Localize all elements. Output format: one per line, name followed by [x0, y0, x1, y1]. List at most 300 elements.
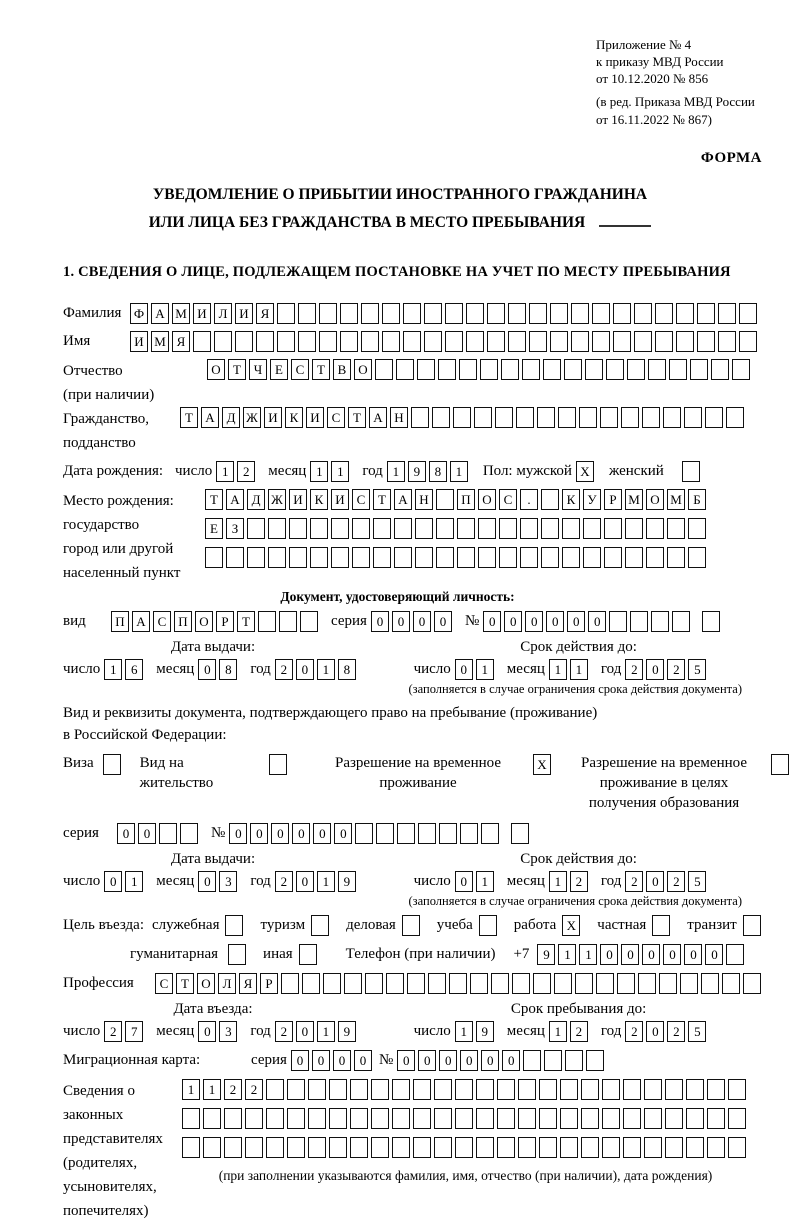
char-cell[interactable]: 0: [460, 1050, 478, 1071]
char-cell[interactable]: Н: [415, 489, 433, 510]
char-cell[interactable]: 1: [317, 871, 335, 892]
char-cell[interactable]: 0: [504, 611, 522, 632]
char-cell[interactable]: [541, 489, 559, 510]
char-cell[interactable]: О: [195, 611, 213, 632]
temp-residence-checkbox[interactable]: [533, 754, 554, 775]
char-cell[interactable]: [298, 331, 316, 352]
char-cell[interactable]: 0: [546, 611, 564, 632]
char-cell[interactable]: [609, 611, 627, 632]
char-cell[interactable]: [245, 1137, 263, 1158]
char-cell[interactable]: [434, 1108, 452, 1129]
char-cell[interactable]: 1: [182, 1079, 200, 1100]
char-cell[interactable]: [655, 303, 673, 324]
char-cell[interactable]: [266, 1079, 284, 1100]
char-cell[interactable]: [508, 331, 526, 352]
char-cell[interactable]: [247, 518, 265, 539]
stay-month-cells[interactable]: [549, 1021, 591, 1042]
char-cell[interactable]: [728, 1108, 746, 1129]
char-cell[interactable]: 0: [502, 1050, 520, 1071]
char-cell[interactable]: [455, 1108, 473, 1129]
birthplace-row-2[interactable]: [205, 518, 709, 539]
char-cell[interactable]: [308, 1079, 326, 1100]
char-cell[interactable]: [512, 973, 530, 994]
char-cell[interactable]: [728, 1137, 746, 1158]
char-cell[interactable]: [688, 518, 706, 539]
char-cell[interactable]: Д: [222, 407, 240, 428]
char-cell[interactable]: 1: [216, 461, 234, 482]
char-cell[interactable]: [382, 331, 400, 352]
char-cell[interactable]: Я: [172, 331, 190, 352]
mc-number-cells[interactable]: [397, 1050, 607, 1071]
char-cell[interactable]: [413, 1108, 431, 1129]
char-cell[interactable]: Т: [237, 611, 255, 632]
char-cell[interactable]: [371, 1137, 389, 1158]
char-cell[interactable]: [684, 407, 702, 428]
char-cell[interactable]: 2: [667, 659, 685, 680]
char-cell[interactable]: 0: [646, 871, 664, 892]
char-cell[interactable]: [487, 303, 505, 324]
char-cell[interactable]: 0: [455, 659, 473, 680]
char-cell[interactable]: [478, 547, 496, 568]
char-cell[interactable]: [602, 1079, 620, 1100]
char-cell[interactable]: [539, 1137, 557, 1158]
char-cell[interactable]: [445, 331, 463, 352]
char-cell[interactable]: 2: [237, 461, 255, 482]
char-cell[interactable]: 1: [549, 659, 567, 680]
char-cell[interactable]: [438, 359, 456, 380]
char-cell[interactable]: [277, 331, 295, 352]
char-cell[interactable]: [651, 611, 669, 632]
char-cell[interactable]: 2: [104, 1021, 122, 1042]
sex-female-checkbox[interactable]: [682, 461, 703, 482]
char-cell[interactable]: [564, 359, 582, 380]
char-cell[interactable]: [203, 1137, 221, 1158]
char-cell[interactable]: [602, 1137, 620, 1158]
char-cell[interactable]: [268, 518, 286, 539]
char-cell[interactable]: [680, 973, 698, 994]
char-cell[interactable]: [224, 1137, 242, 1158]
char-cell[interactable]: [623, 1137, 641, 1158]
char-cell[interactable]: [686, 1108, 704, 1129]
char-cell[interactable]: [331, 518, 349, 539]
char-cell[interactable]: 0: [621, 944, 639, 965]
char-cell[interactable]: [501, 359, 519, 380]
char-cell[interactable]: 0: [439, 1050, 457, 1071]
char-cell[interactable]: 2: [570, 1021, 588, 1042]
char-cell[interactable]: [310, 518, 328, 539]
char-cell[interactable]: [352, 518, 370, 539]
char-cell[interactable]: А: [226, 489, 244, 510]
char-cell[interactable]: [159, 823, 177, 844]
char-cell[interactable]: 0: [684, 944, 702, 965]
char-cell[interactable]: [529, 303, 547, 324]
char-cell[interactable]: 2: [625, 1021, 643, 1042]
purpose-private-checkbox[interactable]: [652, 915, 673, 936]
issue-day-cells[interactable]: [104, 659, 146, 680]
char-cell[interactable]: Ч: [249, 359, 267, 380]
char-cell[interactable]: [436, 547, 454, 568]
char-cell[interactable]: [676, 303, 694, 324]
char-cell[interactable]: [743, 973, 761, 994]
char-cell[interactable]: [617, 973, 635, 994]
char-cell[interactable]: [529, 331, 547, 352]
char-cell[interactable]: [565, 1050, 583, 1071]
char-cell[interactable]: [571, 331, 589, 352]
char-cell[interactable]: [726, 407, 744, 428]
char-cell[interactable]: [581, 1108, 599, 1129]
char-cell[interactable]: [258, 611, 276, 632]
char-cell[interactable]: 1: [455, 1021, 473, 1042]
char-cell[interactable]: [281, 973, 299, 994]
char-cell[interactable]: [329, 1079, 347, 1100]
char-cell[interactable]: [630, 611, 648, 632]
char-cell[interactable]: [103, 754, 121, 775]
citizenship-cells[interactable]: [180, 407, 747, 428]
char-cell[interactable]: 0: [313, 823, 331, 844]
char-cell[interactable]: [646, 547, 664, 568]
arrival-day-cells[interactable]: [104, 1021, 146, 1042]
char-cell[interactable]: [707, 1079, 725, 1100]
char-cell[interactable]: [541, 547, 559, 568]
char-cell[interactable]: [702, 611, 720, 632]
char-cell[interactable]: 0: [646, 1021, 664, 1042]
birthplace-row-3[interactable]: [205, 547, 709, 568]
char-cell[interactable]: [644, 1108, 662, 1129]
char-cell[interactable]: [474, 407, 492, 428]
char-cell[interactable]: [613, 331, 631, 352]
char-cell[interactable]: 1: [476, 871, 494, 892]
char-cell[interactable]: [329, 1137, 347, 1158]
char-cell[interactable]: 1: [310, 461, 328, 482]
char-cell[interactable]: [726, 944, 744, 965]
char-cell[interactable]: [268, 547, 286, 568]
char-cell[interactable]: [718, 303, 736, 324]
representatives-row-2[interactable]: [182, 1108, 749, 1129]
char-cell[interactable]: [287, 1137, 305, 1158]
char-cell[interactable]: А: [369, 407, 387, 428]
char-cell[interactable]: Е: [270, 359, 288, 380]
char-cell[interactable]: [396, 359, 414, 380]
char-cell[interactable]: [434, 1137, 452, 1158]
char-cell[interactable]: [256, 331, 274, 352]
char-cell[interactable]: 0: [481, 1050, 499, 1071]
char-cell[interactable]: С: [327, 407, 345, 428]
char-cell[interactable]: [652, 915, 670, 936]
char-cell[interactable]: [634, 303, 652, 324]
char-cell[interactable]: [344, 973, 362, 994]
char-cell[interactable]: 0: [705, 944, 723, 965]
res-expiry-month-cells[interactable]: [549, 871, 591, 892]
patronymic-cells[interactable]: [207, 359, 753, 380]
char-cell[interactable]: 2: [667, 871, 685, 892]
char-cell[interactable]: [205, 547, 223, 568]
char-cell[interactable]: 0: [334, 823, 352, 844]
char-cell[interactable]: [663, 407, 681, 428]
char-cell[interactable]: [739, 303, 757, 324]
char-cell[interactable]: П: [174, 611, 192, 632]
char-cell[interactable]: [203, 1108, 221, 1129]
char-cell[interactable]: 0: [418, 1050, 436, 1071]
char-cell[interactable]: 1: [104, 659, 122, 680]
char-cell[interactable]: Я: [239, 973, 257, 994]
char-cell[interactable]: .: [520, 489, 538, 510]
char-cell[interactable]: [523, 1050, 541, 1071]
res-number-cells[interactable]: [229, 823, 502, 844]
char-cell[interactable]: [460, 823, 478, 844]
char-cell[interactable]: [648, 359, 666, 380]
char-cell[interactable]: Т: [228, 359, 246, 380]
char-cell[interactable]: [392, 1079, 410, 1100]
purpose-humanitarian-checkbox[interactable]: [228, 944, 249, 965]
residence-permit-checkbox[interactable]: [269, 754, 290, 775]
char-cell[interactable]: 1: [317, 659, 335, 680]
char-cell[interactable]: [579, 407, 597, 428]
char-cell[interactable]: И: [331, 489, 349, 510]
char-cell[interactable]: [497, 1137, 515, 1158]
char-cell[interactable]: [373, 518, 391, 539]
char-cell[interactable]: 1: [558, 944, 576, 965]
char-cell[interactable]: [522, 359, 540, 380]
char-cell[interactable]: [331, 547, 349, 568]
char-cell[interactable]: Л: [214, 303, 232, 324]
char-cell[interactable]: С: [291, 359, 309, 380]
char-cell[interactable]: [642, 407, 660, 428]
char-cell[interactable]: [667, 518, 685, 539]
char-cell[interactable]: [491, 973, 509, 994]
char-cell[interactable]: 2: [625, 659, 643, 680]
char-cell[interactable]: [638, 973, 656, 994]
purpose-work-checkbox[interactable]: [562, 915, 583, 936]
doc-number-cells[interactable]: [483, 611, 693, 632]
char-cell[interactable]: О: [207, 359, 225, 380]
char-cell[interactable]: З: [226, 518, 244, 539]
char-cell[interactable]: Т: [373, 489, 391, 510]
char-cell[interactable]: [701, 973, 719, 994]
res-expiry-day-cells[interactable]: [455, 871, 497, 892]
char-cell[interactable]: 9: [338, 1021, 356, 1042]
char-cell[interactable]: [361, 331, 379, 352]
representatives-row-1[interactable]: [182, 1079, 749, 1100]
char-cell[interactable]: 9: [338, 871, 356, 892]
char-cell[interactable]: 2: [224, 1079, 242, 1100]
birth-day-cells[interactable]: [216, 461, 258, 482]
char-cell[interactable]: 0: [296, 659, 314, 680]
char-cell[interactable]: 2: [570, 871, 588, 892]
char-cell[interactable]: 0: [663, 944, 681, 965]
char-cell[interactable]: Ж: [243, 407, 261, 428]
char-cell[interactable]: [394, 547, 412, 568]
purpose-study-checkbox[interactable]: [479, 915, 500, 936]
purpose-transit-checkbox[interactable]: [743, 915, 764, 936]
char-cell[interactable]: [310, 547, 328, 568]
char-cell[interactable]: [403, 331, 421, 352]
mc-series-cells[interactable]: [291, 1050, 375, 1071]
char-cell[interactable]: [375, 359, 393, 380]
char-cell[interactable]: [214, 331, 232, 352]
temp-residence-education-checkbox[interactable]: [771, 754, 792, 775]
char-cell[interactable]: 1: [317, 1021, 335, 1042]
char-cell[interactable]: [497, 1108, 515, 1129]
char-cell[interactable]: [434, 1079, 452, 1100]
char-cell[interactable]: [299, 944, 317, 965]
lastname-cells[interactable]: [130, 303, 760, 324]
char-cell[interactable]: [226, 547, 244, 568]
char-cell[interactable]: 0: [198, 871, 216, 892]
char-cell[interactable]: 0: [354, 1050, 372, 1071]
char-cell[interactable]: [518, 1079, 536, 1100]
char-cell[interactable]: [581, 1079, 599, 1100]
char-cell[interactable]: 2: [625, 871, 643, 892]
char-cell[interactable]: 0: [291, 1050, 309, 1071]
char-cell[interactable]: [665, 1137, 683, 1158]
char-cell[interactable]: [413, 1137, 431, 1158]
char-cell[interactable]: 0: [588, 611, 606, 632]
char-cell[interactable]: О: [478, 489, 496, 510]
phone-cells[interactable]: [537, 944, 747, 965]
char-cell[interactable]: 9: [537, 944, 555, 965]
char-cell[interactable]: [432, 407, 450, 428]
char-cell[interactable]: К: [285, 407, 303, 428]
profession-cells[interactable]: [155, 973, 764, 994]
char-cell[interactable]: [376, 823, 394, 844]
char-cell[interactable]: [592, 331, 610, 352]
char-cell[interactable]: [415, 518, 433, 539]
char-cell[interactable]: С: [352, 489, 370, 510]
stay-year-cells[interactable]: [625, 1021, 709, 1042]
char-cell[interactable]: [602, 1108, 620, 1129]
char-cell[interactable]: [688, 547, 706, 568]
char-cell[interactable]: [586, 1050, 604, 1071]
char-cell[interactable]: [560, 1108, 578, 1129]
char-cell[interactable]: И: [264, 407, 282, 428]
char-cell[interactable]: [533, 973, 551, 994]
char-cell[interactable]: [455, 1079, 473, 1100]
char-cell[interactable]: 0: [229, 823, 247, 844]
char-cell[interactable]: М: [625, 489, 643, 510]
char-cell[interactable]: 9: [476, 1021, 494, 1042]
char-cell[interactable]: [625, 547, 643, 568]
char-cell[interactable]: [583, 518, 601, 539]
char-cell[interactable]: [411, 407, 429, 428]
char-cell[interactable]: [644, 1079, 662, 1100]
char-cell[interactable]: X: [533, 754, 551, 775]
char-cell[interactable]: Т: [180, 407, 198, 428]
char-cell[interactable]: [415, 547, 433, 568]
char-cell[interactable]: 0: [434, 611, 452, 632]
stay-day-cells[interactable]: [455, 1021, 497, 1042]
char-cell[interactable]: [707, 1108, 725, 1129]
char-cell[interactable]: [596, 973, 614, 994]
char-cell[interactable]: С: [155, 973, 173, 994]
char-cell[interactable]: 3: [219, 1021, 237, 1042]
doc-type-cells[interactable]: [111, 611, 321, 632]
char-cell[interactable]: [308, 1137, 326, 1158]
char-cell[interactable]: [518, 1137, 536, 1158]
char-cell[interactable]: 8: [429, 461, 447, 482]
char-cell[interactable]: [697, 303, 715, 324]
char-cell[interactable]: С: [153, 611, 171, 632]
char-cell[interactable]: И: [306, 407, 324, 428]
char-cell[interactable]: 0: [104, 871, 122, 892]
char-cell[interactable]: X: [562, 915, 580, 936]
char-cell[interactable]: [245, 1108, 263, 1129]
char-cell[interactable]: [518, 1108, 536, 1129]
char-cell[interactable]: [499, 547, 517, 568]
char-cell[interactable]: С: [499, 489, 517, 510]
char-cell[interactable]: 1: [331, 461, 349, 482]
char-cell[interactable]: [508, 303, 526, 324]
char-cell[interactable]: А: [394, 489, 412, 510]
res-series-cells[interactable]: [117, 823, 201, 844]
char-cell[interactable]: [581, 1137, 599, 1158]
char-cell[interactable]: [394, 518, 412, 539]
char-cell[interactable]: [397, 823, 415, 844]
char-cell[interactable]: 0: [198, 1021, 216, 1042]
char-cell[interactable]: [480, 359, 498, 380]
char-cell[interactable]: [541, 518, 559, 539]
char-cell[interactable]: [182, 1108, 200, 1129]
char-cell[interactable]: 0: [250, 823, 268, 844]
res-number-extra-cell[interactable]: [511, 823, 532, 844]
char-cell[interactable]: [193, 331, 211, 352]
issue-month-cells[interactable]: [198, 659, 240, 680]
char-cell[interactable]: 0: [296, 1021, 314, 1042]
char-cell[interactable]: Д: [247, 489, 265, 510]
char-cell[interactable]: [287, 1108, 305, 1129]
char-cell[interactable]: Т: [348, 407, 366, 428]
char-cell[interactable]: [585, 359, 603, 380]
firstname-cells[interactable]: [130, 331, 760, 352]
char-cell[interactable]: [646, 518, 664, 539]
char-cell[interactable]: И: [235, 303, 253, 324]
char-cell[interactable]: 0: [198, 659, 216, 680]
char-cell[interactable]: [771, 754, 789, 775]
char-cell[interactable]: 1: [203, 1079, 221, 1100]
char-cell[interactable]: Я: [256, 303, 274, 324]
char-cell[interactable]: [298, 303, 316, 324]
char-cell[interactable]: 1: [549, 871, 567, 892]
char-cell[interactable]: П: [457, 489, 475, 510]
char-cell[interactable]: [686, 1079, 704, 1100]
char-cell[interactable]: [300, 611, 318, 632]
char-cell[interactable]: [428, 973, 446, 994]
char-cell[interactable]: [392, 1108, 410, 1129]
char-cell[interactable]: 0: [646, 659, 664, 680]
char-cell[interactable]: [697, 331, 715, 352]
char-cell[interactable]: [392, 1137, 410, 1158]
char-cell[interactable]: [550, 303, 568, 324]
char-cell[interactable]: 0: [525, 611, 543, 632]
char-cell[interactable]: [289, 547, 307, 568]
char-cell[interactable]: [466, 331, 484, 352]
char-cell[interactable]: 2: [275, 871, 293, 892]
char-cell[interactable]: 0: [312, 1050, 330, 1071]
char-cell[interactable]: [225, 915, 243, 936]
char-cell[interactable]: М: [151, 331, 169, 352]
sex-male-checkbox[interactable]: [576, 461, 597, 482]
char-cell[interactable]: [676, 331, 694, 352]
char-cell[interactable]: 0: [642, 944, 660, 965]
char-cell[interactable]: [457, 518, 475, 539]
char-cell[interactable]: [705, 407, 723, 428]
char-cell[interactable]: [457, 547, 475, 568]
purpose-other-checkbox[interactable]: [299, 944, 320, 965]
char-cell[interactable]: [613, 303, 631, 324]
char-cell[interactable]: [667, 547, 685, 568]
char-cell[interactable]: [350, 1079, 368, 1100]
char-cell[interactable]: [562, 547, 580, 568]
char-cell[interactable]: [625, 518, 643, 539]
